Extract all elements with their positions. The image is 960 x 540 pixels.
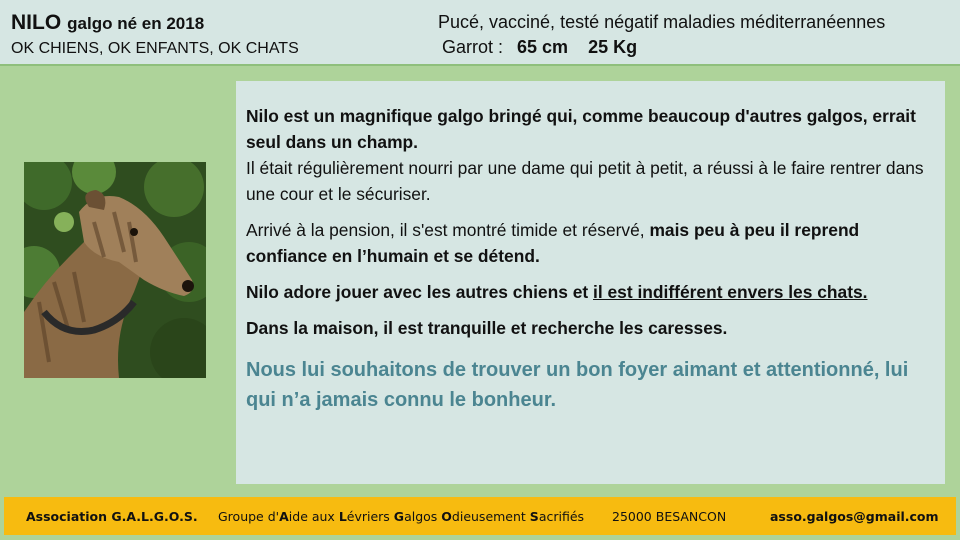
fullname-segment: acrifiés — [538, 509, 585, 524]
garrot-label: Garrot : — [442, 37, 504, 57]
weight-value: 25 Kg — [588, 37, 638, 57]
footer-banner — [4, 497, 956, 535]
paragraph-pension — [246, 217, 933, 269]
fullname-segment: évriers — [346, 509, 394, 524]
intro-rest: Il était régulièrement nourri par une dame qui petit à petit, a réussi à le faire rentrer dans une cour et le sécuriser. — [246, 158, 924, 204]
fullname-segment: A — [279, 509, 289, 524]
closing-message: Nous lui souhaitons de trouver un bon foyer aimant et attentionné, lui qui n’a jamais connu le bonheur. — [246, 359, 909, 411]
fullname-segment: ide aux — [288, 509, 339, 524]
association-city: 25000 BESANCON — [612, 509, 727, 524]
home-bold: Dans la maison, il est tranquille et recherche les caresses. — [246, 318, 728, 338]
association-email[interactable]: asso.galgos@gmail.com — [770, 509, 939, 524]
intro-bold: Nilo est un magnifique galgo bringé qui, comme beaucoup d'autres galgos, errait seul dans un champ. — [246, 106, 916, 152]
fullname-segment: dieusement — [451, 509, 530, 524]
play-bold: Nilo adore jouer avec les autres chiens et — [246, 282, 593, 302]
fullname-segment: L — [338, 509, 347, 524]
paragraph-home — [246, 315, 933, 341]
fullname-segment: Groupe d' — [218, 509, 280, 524]
association-name: Association G.A.L.G.O.S. — [26, 509, 198, 524]
fullname-segment: S — [529, 509, 539, 524]
pension-bold: mais peu à peu il reprend confiance en l’humain et se détend. — [246, 220, 860, 266]
greyhound-photo — [24, 162, 206, 378]
greyhound-photo-drawing — [24, 162, 206, 378]
description-panel — [236, 81, 945, 484]
size-info — [442, 37, 637, 58]
fullname-segment: O — [441, 509, 452, 524]
header-banner — [0, 0, 960, 66]
association-fullname — [218, 509, 584, 524]
dog-title — [11, 11, 204, 35]
paragraph-play — [246, 279, 933, 305]
compatibility-text: OK CHIENS, OK ENFANTS, OK CHATS — [11, 40, 299, 57]
health-status: Pucé, vacciné, testé négatif maladies méditerranéennes — [438, 12, 886, 32]
pension-plain: Arrivé à la pension, il s'est montré timide et réservé, — [246, 220, 650, 240]
fullname-segment: algos — [404, 509, 442, 524]
fullname-segment: G — [393, 509, 405, 524]
dog-name: NILO — [11, 11, 62, 34]
height-value: 65 cm — [517, 37, 569, 57]
paragraph-intro — [246, 103, 933, 207]
dog-subtitle: galgo né en 2018 — [67, 14, 205, 33]
play-underlined: il est indifférent envers les chats. — [593, 282, 868, 302]
